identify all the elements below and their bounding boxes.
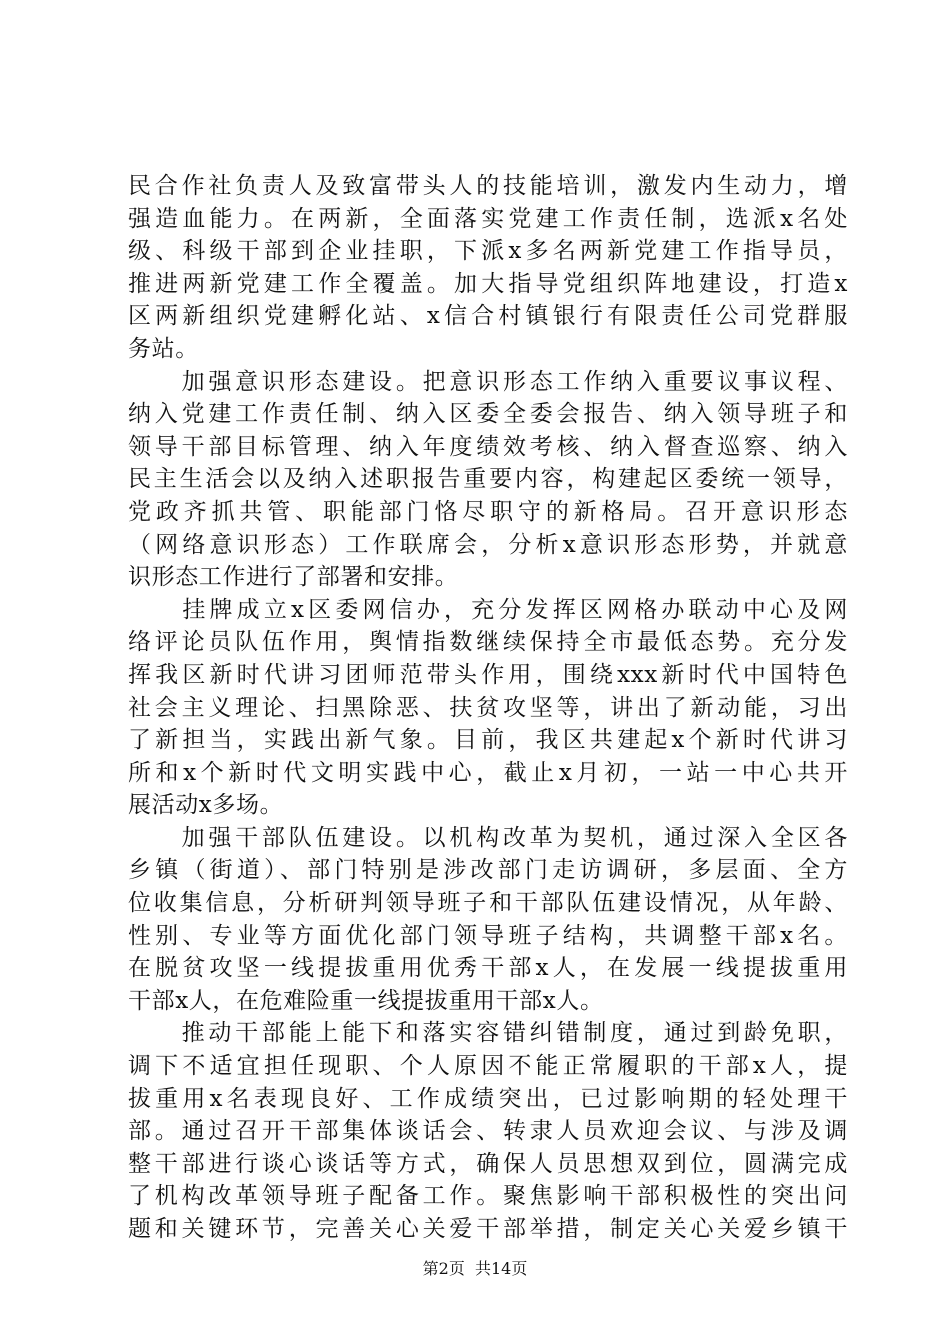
text-line: 级、科级干部到企业挂职，下派x多名两新党建工作指导员， bbox=[128, 238, 848, 265]
text-line: 在脱贫攻坚一线提拔重用优秀干部x人，在发展一线提拔重用 bbox=[128, 955, 848, 982]
text-line: 络评论员队伍作用，舆情指数继续保持全市最低态势。充分发 bbox=[128, 629, 848, 656]
text-line: 位收集信息，分析研判领导班子和干部队伍建设情况，从年龄、 bbox=[128, 890, 848, 917]
text-line: 纳入党建工作责任制、纳入区委全委会报告、纳入领导班子和 bbox=[128, 401, 848, 428]
text-line: 整干部进行谈心谈话等方式，确保人员思想双到位，圆满完成 bbox=[128, 1150, 848, 1177]
text-line: 拔重用x名表现良好、工作成绩突出，已过影响期的轻处理干 bbox=[128, 1085, 848, 1112]
text-line: 推进两新党建工作全覆盖。加大指导党组织阵地建设，打造x bbox=[128, 270, 848, 297]
text-line: 所和x个新时代文明实践中心，截止x月初，一站一中心共开 bbox=[128, 759, 848, 786]
text-line: 展活动x多场。 bbox=[128, 792, 284, 819]
text-line: 部。通过召开干部集体谈话会、转隶人员欢迎会议、与涉及调 bbox=[128, 1118, 848, 1145]
text-line: 了机构改革领导班子配备工作。聚焦影响干部积极性的突出问 bbox=[128, 1183, 848, 1210]
text-line: 识形态工作进行了部署和安排。 bbox=[128, 564, 459, 591]
text-line: 挂牌成立x区委网信办，充分发挥区网格办联动中心及网 bbox=[128, 596, 848, 623]
text-line: 区两新组织党建孵化站、x信合村镇银行有限责任公司党群服 bbox=[128, 303, 848, 330]
text-line: 加强意识形态建设。把意识形态工作纳入重要议事议程、 bbox=[128, 368, 848, 395]
text-line: 加强干部队伍建设。以机构改革为契机，通过深入全区各 bbox=[128, 824, 848, 851]
text-line: 社会主义理论、扫黑除恶、扶贫攻坚等，讲出了新动能，习出 bbox=[128, 694, 848, 721]
text-line: 挥我区新时代讲习团师范带头作用，围绕xxx新时代中国特色 bbox=[128, 661, 848, 688]
text-line: 题和关键环节，完善关心关爱干部举措，制定关心关爱乡镇干 bbox=[128, 1216, 848, 1242]
text-line: 干部x人，在危难险重一线提拔重用干部x人。 bbox=[128, 987, 604, 1014]
text-line: 性别、专业等方面优化部门领导班子结构，共调整干部x名。 bbox=[128, 922, 848, 949]
text-line: 务站。 bbox=[128, 335, 199, 362]
text-line: 推动干部能上能下和落实容错纠错制度，通过到龄免职， bbox=[128, 1020, 848, 1047]
text-line: 民合作社负责人及致富带头人的技能培训，激发内生动力，增 bbox=[128, 173, 848, 199]
text-line: 乡镇（街道）、部门特别是涉改部门走访调研，多层面、全方 bbox=[128, 857, 848, 884]
text-line: 民主生活会以及纳入述职报告重要内容，构建起区委统一领导， bbox=[128, 466, 848, 493]
text-line: 党政齐抓共管、职能部门恪尽职守的新格局。召开意识形态 bbox=[128, 498, 848, 525]
text-line: （网络意识形态）工作联席会，分析x意识形态形势，并就意 bbox=[128, 531, 848, 558]
text-line: 调下不适宜担任现职、个人原因不能正常履职的干部x人，提 bbox=[128, 1053, 848, 1080]
page-number: 第2页 共14页 bbox=[422, 1259, 528, 1278]
text-line: 强造血能力。在两新，全面落实党建工作责任制，选派x名处 bbox=[128, 205, 848, 232]
text-line: 了新担当，实践出新气象。目前，我区共建起x个新时代讲习 bbox=[128, 727, 848, 754]
body-text bbox=[128, 170, 848, 1246]
text-line: 领导干部目标管理、纳入年度绩效考核、纳入督查巡察、纳入 bbox=[128, 433, 848, 460]
page-footer bbox=[0, 1259, 950, 1279]
